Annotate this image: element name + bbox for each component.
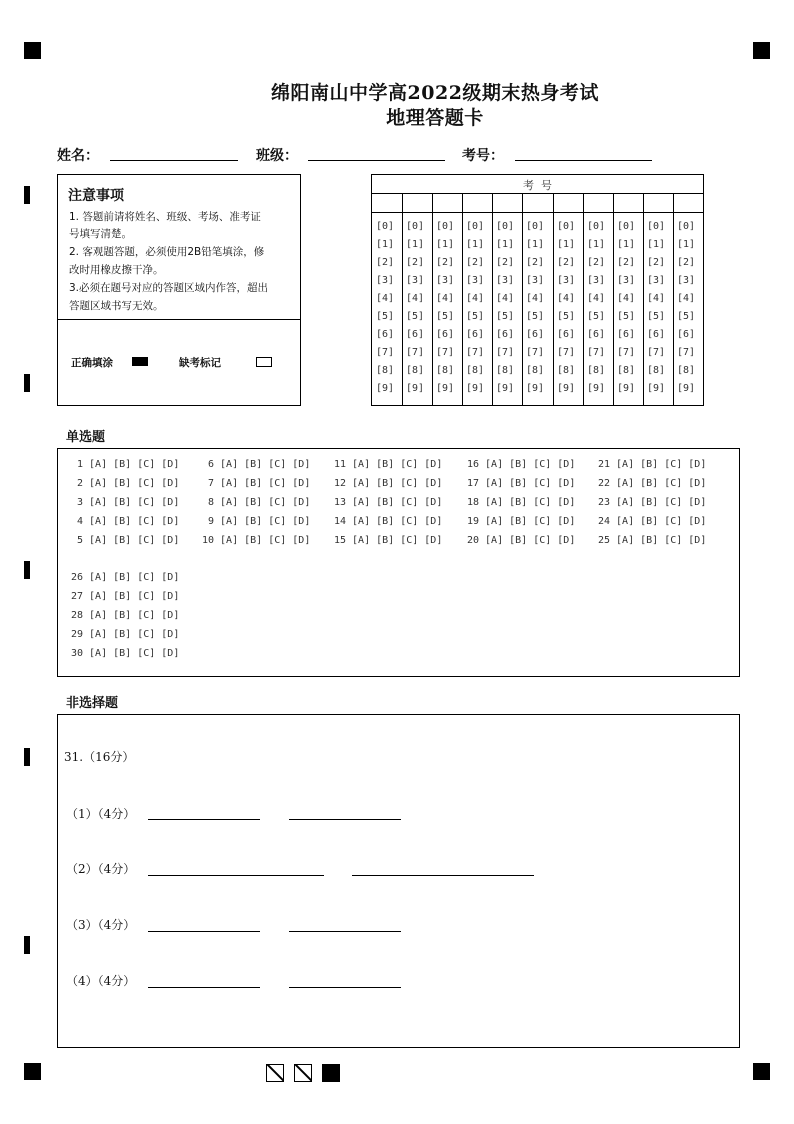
exam-number-bubble[interactable]: [3] [617, 275, 636, 286]
exam-number-bubble[interactable]: [9] [647, 383, 666, 394]
exam-number-bubble[interactable]: [4] [677, 293, 696, 304]
exam-number-bubble[interactable]: [3] [557, 275, 576, 286]
exam-number-bubble[interactable]: [4] [406, 293, 425, 304]
exam-number-bubble[interactable]: [9] [587, 383, 606, 394]
answer-options[interactable]: [A] [B] [C] [D] [89, 459, 180, 470]
grid-column-divider [522, 193, 523, 405]
corner-mark-bottom-right [753, 1063, 770, 1080]
exam-number-bubble[interactable]: [5] [526, 311, 545, 322]
question-number: 5 [76, 535, 83, 546]
question-row [593, 516, 706, 527]
exam-number-bubble[interactable]: [9] [436, 383, 455, 394]
exam-no-field[interactable] [515, 160, 652, 161]
answer-options[interactable]: [A] [B] [C] [D] [352, 478, 443, 489]
exam-number-bubble[interactable]: [2] [617, 257, 636, 268]
name-field[interactable] [110, 160, 238, 161]
part-2-answer-line-a[interactable] [148, 875, 324, 876]
exam-number-bubble[interactable]: [5] [557, 311, 576, 322]
question-number: 7 [207, 478, 214, 489]
answer-options[interactable]: [A] [B] [C] [D] [485, 516, 576, 527]
exam-number-bubble[interactable]: [8] [617, 365, 636, 376]
answer-options[interactable]: [A] [B] [C] [D] [89, 516, 180, 527]
exam-number-write-cell[interactable] [674, 194, 702, 211]
exam-number-bubble[interactable]: [4] [557, 293, 576, 304]
question-row [462, 459, 575, 470]
exam-number-bubble[interactable]: [8] [436, 365, 455, 376]
exam-number-bubble[interactable]: [6] [677, 329, 696, 340]
question-number: 12 [333, 478, 346, 489]
exam-number-bubble[interactable]: [4] [617, 293, 636, 304]
notice-line: 2. 客观题答题，必须使用2B铅笔填涂，修 [69, 246, 265, 258]
question-number: 6 [207, 459, 214, 470]
corner-mark-top-right [753, 42, 770, 59]
notice-line: 答题区域书写无效。 [69, 300, 164, 312]
exam-number-bubble[interactable]: [2] [557, 257, 576, 268]
exam-number-bubble[interactable]: [9] [617, 383, 636, 394]
exam-number-bubble[interactable]: [6] [587, 329, 606, 340]
question-number: 20 [466, 535, 479, 546]
grid-column-divider [402, 193, 403, 405]
question-row [462, 516, 575, 527]
exam-number-bubble[interactable]: [8] [406, 365, 425, 376]
exam-number-bubble[interactable]: [3] [677, 275, 696, 286]
question-number: 24 [597, 516, 610, 527]
exam-number-bubble[interactable]: [1] [617, 239, 636, 250]
exam-number-grid [371, 174, 704, 406]
part-4-answer-line-b[interactable] [289, 987, 401, 988]
exam-number-bubble[interactable]: [7] [677, 347, 696, 358]
exam-number-bubble[interactable]: [6] [436, 329, 455, 340]
exam-number-bubble[interactable]: [8] [466, 365, 485, 376]
class-label: 班级： [256, 148, 298, 164]
exam-number-bubble[interactable]: [3] [526, 275, 545, 286]
answer-options[interactable]: [A] [B] [C] [D] [616, 459, 707, 470]
exam-number-bubble[interactable]: [2] [647, 257, 666, 268]
exam-number-bubble[interactable]: [0] [587, 221, 606, 232]
question-number: 9 [207, 516, 214, 527]
question-row [66, 535, 179, 546]
exam-number-bubble[interactable]: [6] [526, 329, 545, 340]
exam-number-bubble[interactable]: [9] [557, 383, 576, 394]
exam-number-bubble[interactable]: [4] [436, 293, 455, 304]
exam-number-bubble[interactable]: [3] [436, 275, 455, 286]
exam-number-bubble[interactable]: [7] [647, 347, 666, 358]
notice-line: 号填写清楚。 [69, 228, 132, 240]
question-row [593, 478, 706, 489]
question-row [329, 459, 442, 470]
exam-number-bubble[interactable]: [2] [587, 257, 606, 268]
absent-mark-label: 缺考标记 [179, 357, 221, 369]
exam-number-write-cell[interactable] [523, 194, 551, 211]
grid-column-divider [492, 193, 493, 405]
part-2-answer-line-b[interactable] [352, 875, 534, 876]
grid-rule [372, 212, 703, 213]
exam-number-bubble[interactable]: [0] [406, 221, 425, 232]
question-number: 14 [333, 516, 346, 527]
question-number: 30 [70, 648, 83, 659]
question-row [593, 459, 706, 470]
exam-number-bubble[interactable]: [7] [496, 347, 515, 358]
exam-number-bubble[interactable]: [5] [647, 311, 666, 322]
part-1-answer-line-a[interactable] [148, 819, 260, 820]
exam-number-bubble[interactable]: [1] [526, 239, 545, 250]
question-row [66, 459, 179, 470]
exam-number-write-cell[interactable] [493, 194, 521, 211]
exam-number-bubble[interactable]: [4] [376, 293, 395, 304]
question-row [462, 497, 575, 508]
notice-line: 改时用橡皮擦干净。 [69, 264, 164, 276]
question-number: 22 [597, 478, 610, 489]
exam-number-bubble[interactable]: [0] [526, 221, 545, 232]
exam-number-bubble[interactable]: [1] [557, 239, 576, 250]
answer-options[interactable]: [A] [B] [C] [D] [89, 478, 180, 489]
answer-options[interactable]: [A] [B] [C] [D] [485, 535, 576, 546]
exam-number-bubble[interactable]: [6] [647, 329, 666, 340]
exam-number-bubble[interactable]: [1] [647, 239, 666, 250]
grid-column-divider [462, 193, 463, 405]
exam-number-bubble[interactable]: [0] [677, 221, 696, 232]
part-2-label: （2）（4分） [66, 862, 136, 876]
question-row [329, 478, 442, 489]
question-number: 19 [466, 516, 479, 527]
exam-number-bubble[interactable]: [0] [466, 221, 485, 232]
exam-number-bubble[interactable]: [5] [376, 311, 395, 322]
question-number: 21 [597, 459, 610, 470]
answer-options[interactable]: [A] [B] [C] [D] [220, 497, 311, 508]
exam-number-bubble[interactable]: [2] [406, 257, 425, 268]
timing-mark [24, 374, 30, 392]
answer-options[interactable]: [A] [B] [C] [D] [616, 497, 707, 508]
exam-number-write-cell[interactable] [554, 194, 582, 211]
page-subtitle: 地理答题卡 [386, 107, 484, 129]
corner-mark-bottom-left [24, 1063, 41, 1080]
exam-number-bubble[interactable]: [1] [436, 239, 455, 250]
exam-number-bubble[interactable]: [0] [557, 221, 576, 232]
part-3-label: （3）（4分） [66, 918, 136, 932]
page-code-mark-filled [322, 1064, 340, 1082]
exam-number-bubble[interactable]: [7] [617, 347, 636, 358]
exam-number-bubble[interactable]: [0] [617, 221, 636, 232]
notice-line: 1. 答题前请将姓名、班级、考场、准考证 [69, 211, 261, 223]
exam-number-bubble[interactable]: [6] [617, 329, 636, 340]
exam-number-bubble[interactable]: [9] [466, 383, 485, 394]
part-3-answer-line-a[interactable] [148, 931, 260, 932]
exam-number-bubble[interactable]: [8] [677, 365, 696, 376]
question-row [329, 516, 442, 527]
question-row [197, 497, 310, 508]
question-row [462, 535, 575, 546]
timing-mark [24, 936, 30, 954]
exam-number-bubble[interactable]: [5] [406, 311, 425, 322]
exam-number-bubble[interactable]: [7] [557, 347, 576, 358]
exam-number-bubble[interactable]: [7] [587, 347, 606, 358]
exam-number-bubble[interactable]: [8] [587, 365, 606, 376]
timing-mark [24, 561, 30, 579]
answer-options[interactable]: [A] [B] [C] [D] [89, 648, 180, 659]
notice-divider [57, 319, 301, 320]
exam-number-bubble[interactable]: [3] [647, 275, 666, 286]
exam-number-bubble[interactable]: [1] [376, 239, 395, 250]
exam-number-bubble[interactable]: [2] [436, 257, 455, 268]
exam-number-bubble[interactable]: [1] [406, 239, 425, 250]
exam-number-bubble[interactable]: [5] [677, 311, 696, 322]
correct-fill-label: 正确填涂 [71, 357, 113, 369]
answer-options[interactable]: [A] [B] [C] [D] [352, 497, 443, 508]
part-1-label: （1）（4分） [66, 807, 136, 821]
answer-options[interactable]: [A] [B] [C] [D] [352, 535, 443, 546]
answer-options[interactable]: [A] [B] [C] [D] [616, 535, 707, 546]
non-choice-label: 非选择题 [66, 696, 119, 711]
question-number: 8 [207, 497, 214, 508]
exam-number-bubble[interactable]: [2] [677, 257, 696, 268]
answer-options[interactable]: [A] [B] [C] [D] [220, 535, 311, 546]
exam-number-bubble[interactable]: [1] [587, 239, 606, 250]
part-3-answer-line-b[interactable] [289, 931, 401, 932]
exam-number-write-cell[interactable] [403, 194, 431, 211]
question-number: 15 [333, 535, 346, 546]
question-number: 4 [76, 516, 83, 527]
notice-box [57, 174, 301, 406]
question-row [66, 497, 179, 508]
exam-number-bubble[interactable]: [7] [406, 347, 425, 358]
question-row [593, 497, 706, 508]
exam-number-bubble[interactable]: [5] [436, 311, 455, 322]
exam-number-bubble[interactable]: [3] [466, 275, 485, 286]
exam-number-bubble[interactable]: [5] [587, 311, 606, 322]
exam-no-label: 考号： [462, 148, 504, 164]
grid-column-divider [643, 193, 644, 405]
exam-number-title: 考 号 [523, 179, 552, 192]
exam-number-bubble[interactable]: [2] [496, 257, 515, 268]
answer-options[interactable]: [A] [B] [C] [D] [616, 516, 707, 527]
single-choice-label: 单选题 [66, 430, 106, 445]
exam-number-bubble[interactable]: [6] [376, 329, 395, 340]
exam-number-bubble[interactable]: [8] [526, 365, 545, 376]
question-number: 28 [70, 610, 83, 621]
exam-number-bubble[interactable]: [5] [496, 311, 515, 322]
exam-number-bubble[interactable]: [6] [466, 329, 485, 340]
question-number: 26 [70, 572, 83, 583]
page-code-mark-hatched [294, 1064, 312, 1082]
absent-mark-box[interactable] [256, 357, 272, 367]
answer-options[interactable]: [A] [B] [C] [D] [220, 459, 311, 470]
exam-number-bubble[interactable]: [8] [647, 365, 666, 376]
timing-mark [24, 186, 30, 204]
question-row [462, 478, 575, 489]
exam-number-bubble[interactable]: [9] [496, 383, 515, 394]
question-row [197, 535, 310, 546]
exam-number-bubble[interactable]: [4] [587, 293, 606, 304]
question-31-title: 31.（16分） [64, 750, 135, 764]
exam-number-bubble[interactable]: [7] [376, 347, 395, 358]
exam-number-bubble[interactable]: [9] [406, 383, 425, 394]
question-row [197, 459, 310, 470]
correct-fill-sample [132, 357, 148, 366]
grid-column-divider [432, 193, 433, 405]
question-row [66, 610, 179, 621]
exam-number-bubble[interactable]: [7] [466, 347, 485, 358]
name-label: 姓名： [57, 148, 99, 164]
page-title: 绵阳南山中学高2022级期末热身考试 [271, 82, 599, 104]
grid-column-divider [673, 193, 674, 405]
question-row [66, 591, 179, 602]
question-number: 1 [76, 459, 83, 470]
answer-options[interactable]: [A] [B] [C] [D] [485, 459, 576, 470]
exam-number-bubble[interactable]: [8] [496, 365, 515, 376]
exam-number-bubble[interactable]: [0] [647, 221, 666, 232]
exam-number-bubble[interactable]: [6] [406, 329, 425, 340]
question-number: 10 [201, 535, 214, 546]
question-number: 2 [76, 478, 83, 489]
answer-options[interactable]: [A] [B] [C] [D] [352, 459, 443, 470]
timing-mark [24, 748, 30, 766]
exam-number-bubble[interactable]: [3] [496, 275, 515, 286]
question-number: 27 [70, 591, 83, 602]
exam-number-bubble[interactable]: [1] [677, 239, 696, 250]
grid-column-divider [583, 193, 584, 405]
exam-number-write-cell[interactable] [373, 194, 401, 211]
exam-number-bubble[interactable]: [4] [647, 293, 666, 304]
answer-options[interactable]: [A] [B] [C] [D] [352, 516, 443, 527]
exam-number-bubble[interactable]: [9] [526, 383, 545, 394]
exam-number-bubble[interactable]: [4] [496, 293, 515, 304]
exam-number-bubble[interactable]: [9] [376, 383, 395, 394]
notice-title: 注意事项 [68, 188, 124, 204]
question-number: 3 [76, 497, 83, 508]
exam-number-bubble[interactable]: [7] [526, 347, 545, 358]
question-row [66, 516, 179, 527]
exam-number-bubble[interactable]: [9] [677, 383, 696, 394]
question-number: 25 [597, 535, 610, 546]
question-row [329, 497, 442, 508]
exam-number-bubble[interactable]: [2] [526, 257, 545, 268]
grid-column-divider [613, 193, 614, 405]
exam-number-write-cell[interactable] [614, 194, 642, 211]
exam-number-bubble[interactable]: [6] [496, 329, 515, 340]
exam-number-bubble[interactable]: [3] [587, 275, 606, 286]
exam-number-write-cell[interactable] [463, 194, 491, 211]
part-1-answer-line-b[interactable] [289, 819, 401, 820]
exam-number-bubble[interactable]: [5] [466, 311, 485, 322]
exam-number-bubble[interactable]: [0] [496, 221, 515, 232]
exam-number-bubble[interactable]: [8] [376, 365, 395, 376]
question-row [197, 516, 310, 527]
question-number: 17 [466, 478, 479, 489]
single-choice-box [57, 448, 740, 677]
exam-number-bubble[interactable]: [3] [376, 275, 395, 286]
answer-options[interactable]: [A] [B] [C] [D] [220, 516, 311, 527]
question-row [66, 572, 179, 583]
question-row [66, 648, 179, 659]
exam-number-bubble[interactable]: [4] [526, 293, 545, 304]
exam-number-write-cell[interactable] [584, 194, 612, 211]
part-4-answer-line-a[interactable] [148, 987, 260, 988]
question-number: 18 [466, 497, 479, 508]
exam-number-bubble[interactable]: [8] [557, 365, 576, 376]
corner-mark-top-left [24, 42, 41, 59]
page-code-mark-hatched [266, 1064, 284, 1082]
answer-options[interactable]: [A] [B] [C] [D] [89, 497, 180, 508]
question-row [197, 478, 310, 489]
answer-options[interactable]: [A] [B] [C] [D] [485, 478, 576, 489]
question-number: 29 [70, 629, 83, 640]
exam-number-bubble[interactable]: [2] [376, 257, 395, 268]
question-row [66, 478, 179, 489]
answer-options[interactable]: [A] [B] [C] [D] [89, 591, 180, 602]
question-number: 16 [466, 459, 479, 470]
exam-number-bubble[interactable]: [5] [617, 311, 636, 322]
exam-number-write-cell[interactable] [433, 194, 461, 211]
answer-options[interactable]: [A] [B] [C] [D] [616, 478, 707, 489]
answer-options[interactable]: [A] [B] [C] [D] [485, 497, 576, 508]
exam-number-write-cell[interactable] [644, 194, 672, 211]
exam-number-bubble[interactable]: [0] [376, 221, 395, 232]
exam-number-bubble[interactable]: [2] [466, 257, 485, 268]
question-row [329, 535, 442, 546]
exam-number-bubble[interactable]: [4] [466, 293, 485, 304]
answer-options[interactable]: [A] [B] [C] [D] [89, 610, 180, 621]
answer-options[interactable]: [A] [B] [C] [D] [89, 629, 180, 640]
part-4-label: （4）（4分） [66, 974, 136, 988]
exam-number-bubble[interactable]: [6] [557, 329, 576, 340]
exam-number-bubble[interactable]: [1] [466, 239, 485, 250]
question-row [66, 629, 179, 640]
question-number: 11 [333, 459, 346, 470]
exam-number-bubble[interactable]: [1] [496, 239, 515, 250]
non-choice-box [57, 714, 740, 1048]
answer-options[interactable]: [A] [B] [C] [D] [89, 535, 180, 546]
question-row [593, 535, 706, 546]
answer-options[interactable]: [A] [B] [C] [D] [220, 478, 311, 489]
question-number: 23 [597, 497, 610, 508]
class-field[interactable] [308, 160, 445, 161]
exam-number-bubble[interactable]: [0] [436, 221, 455, 232]
notice-line: 3.必须在题号对应的答题区域内作答，超出 [69, 282, 269, 294]
exam-number-bubble[interactable]: [3] [406, 275, 425, 286]
grid-column-divider [553, 193, 554, 405]
question-number: 13 [333, 497, 346, 508]
exam-number-bubble[interactable]: [7] [436, 347, 455, 358]
answer-options[interactable]: [A] [B] [C] [D] [89, 572, 180, 583]
